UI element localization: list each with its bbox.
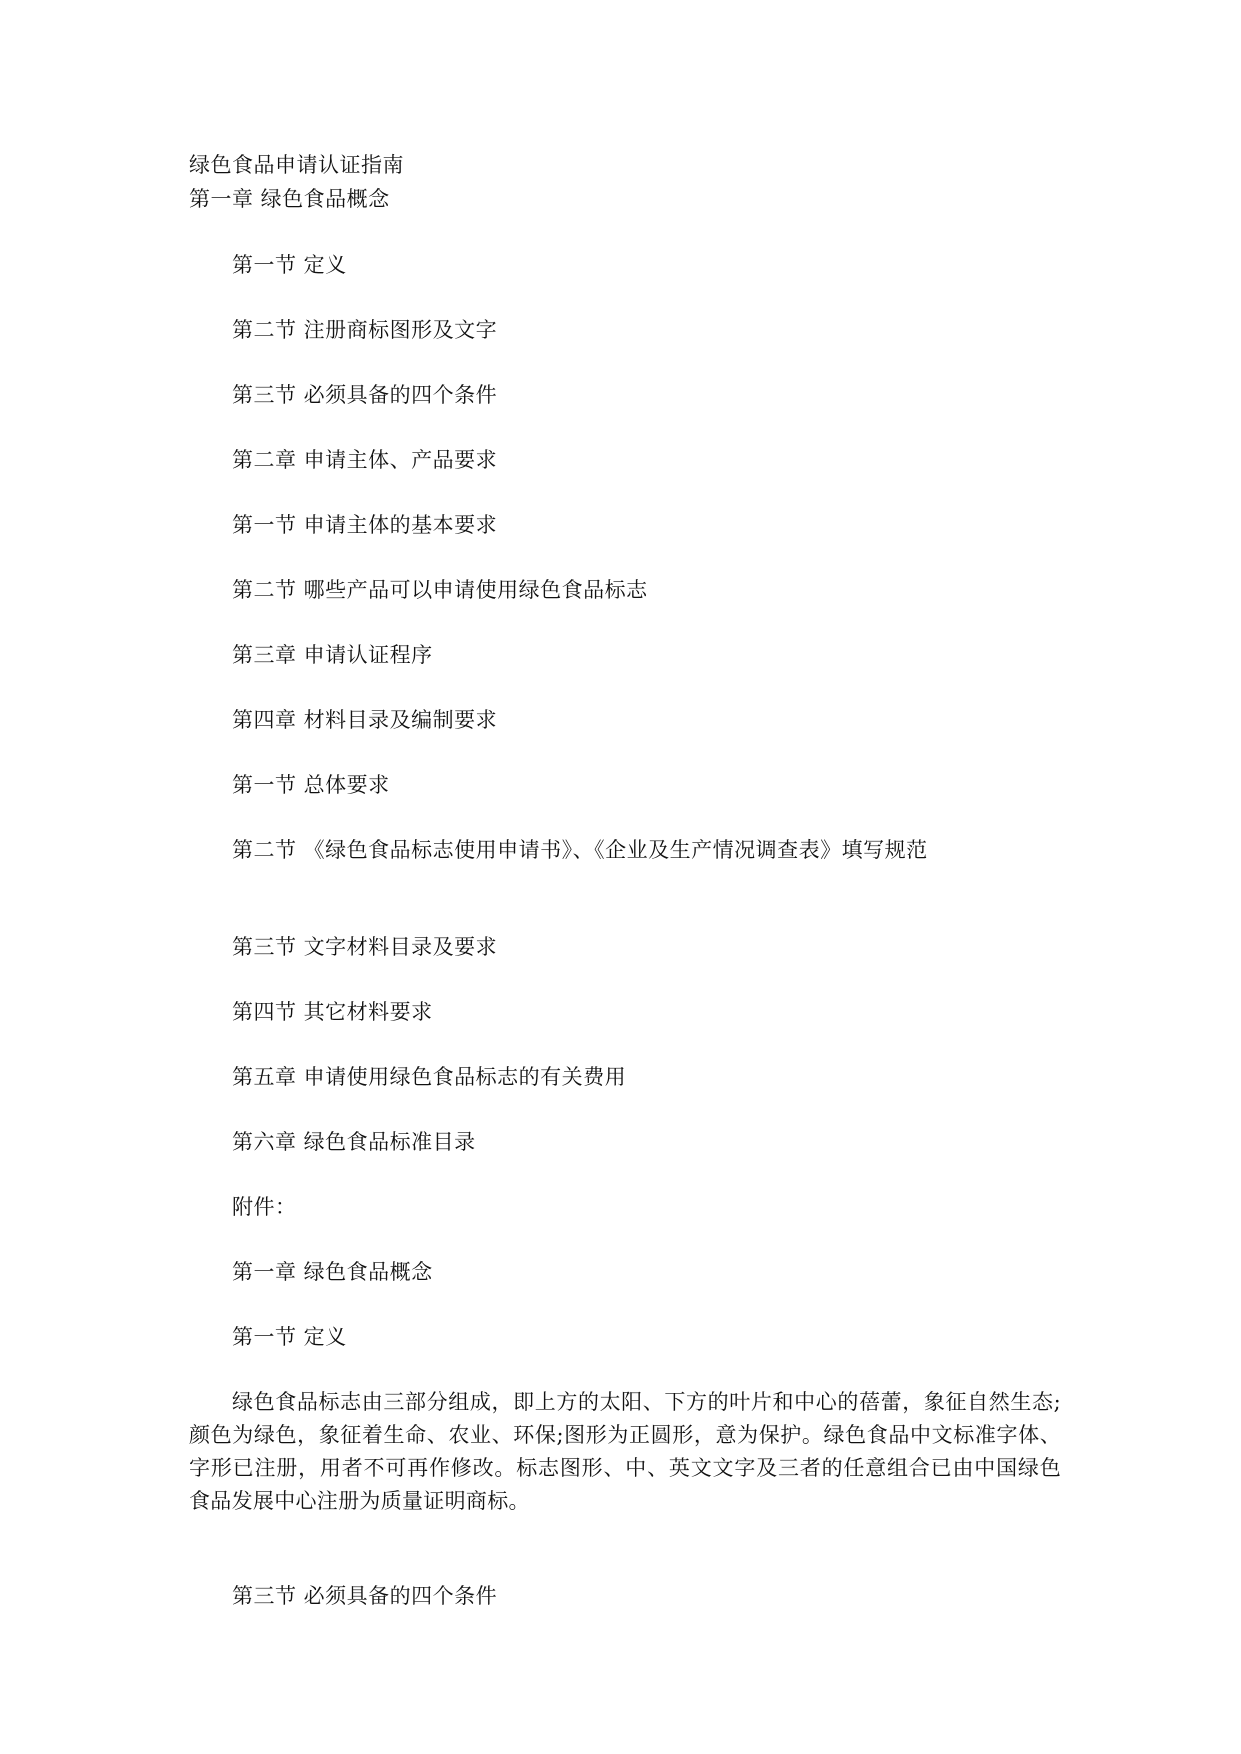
- toc-item: 第一节 总体要求: [232, 773, 390, 797]
- appendix-label: 附件：: [232, 1195, 297, 1219]
- toc-item: 第二节 哪些产品可以申请使用绿色食品标志: [232, 578, 648, 602]
- toc-item: 第四节 其它材料要求: [232, 1000, 433, 1024]
- toc-item: 第二节 《绿色食品标志使用申请书》、《企业及生产情况调查表》填写规范: [232, 838, 928, 862]
- chapter-heading: 第一章 绿色食品概念: [189, 187, 390, 211]
- section-heading: 第一节 定义: [232, 1325, 347, 1349]
- toc-item: 第二节 注册商标图形及文字: [232, 318, 498, 342]
- toc-item: 第五章 申请使用绿色食品标志的有关费用: [232, 1065, 627, 1089]
- section-heading: 第三节 必须具备的四个条件: [232, 1584, 498, 1608]
- toc-item: 第三节 文字材料目录及要求: [232, 935, 498, 959]
- toc-item: 第一节 定义: [232, 253, 347, 277]
- toc-item: 第二章 申请主体、产品要求: [232, 448, 498, 472]
- document-title: 绿色食品申请认证指南: [189, 153, 404, 177]
- section-heading: 第一章 绿色食品概念: [232, 1260, 433, 1284]
- body-paragraph: 绿色食品标志由三部分组成，即上方的太阳、下方的叶片和中心的蓓蕾，象征自然生态;颜色为绿色，象征着生命、农业、环保;图形为正圆形，意为保护。绿色食品中文标准字体、字形已注册，用者不可再作修改。标志图形、中、英文文字及三者的任意组合已由中国绿色食品发展中心注册为质量证明商标。: [189, 1390, 1061, 1513]
- toc-item: 第三节 必须具备的四个条件: [232, 383, 498, 407]
- toc-item: 第一节 申请主体的基本要求: [232, 513, 498, 537]
- toc-item: 第四章 材料目录及编制要求: [232, 708, 498, 732]
- toc-item: 第六章 绿色食品标准目录: [232, 1130, 476, 1154]
- toc-item: 第三章 申请认证程序: [232, 643, 433, 667]
